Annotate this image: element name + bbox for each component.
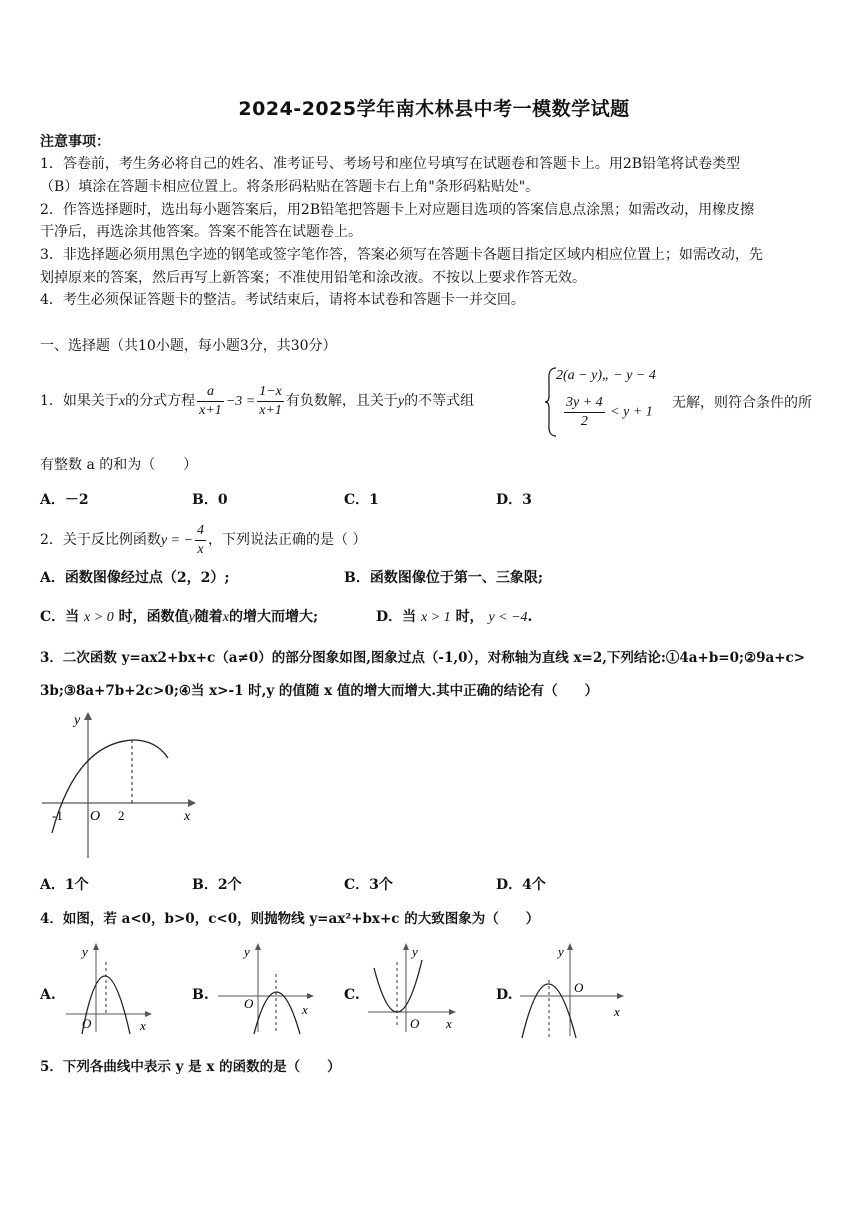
option-d-label: D. — [496, 987, 513, 1003]
x-label: x — [184, 809, 191, 824]
question-3-line2: 3b;③8a+7b+2c>0;④当 x>-1 时,y 的值随 x 值的增大而增大.其中正确的结论有（ ） — [40, 683, 599, 699]
graph-option-d — [518, 940, 630, 1040]
question-2: 2．关于反比例函数y = − $\frac{4}{x}$ ，下列说法正确的是（ ） — [40, 522, 367, 557]
option-b: B．2个 — [192, 877, 242, 893]
option-a: A．函数图像经过点（2，2）; — [40, 570, 230, 586]
notice-line: 2．作答选择题时，选出每小题答案后，用2B铅笔把答题卡上对应题目选项的答案信息点涂黑；如需改动，用橡皮擦 — [40, 202, 755, 218]
question-3-line1: 3．二次函数 y=ax2+bx+c（a≠0）的部分图象如图,图象过点（-1,0），对称轴为直线 x=2,下列结论:①4a+b=0;②9a+c> — [40, 650, 806, 666]
option-a: A．1个 — [40, 877, 89, 893]
origin-label: O — [90, 809, 101, 824]
question-4: 4．如图，若 a<0，b>0，c<0，则抛物线 y=ax²+bx+c 的大致图象为（ ） — [40, 911, 540, 927]
notice-line: （B）填涂在答题卡相应位置上。将条形码粘贴在答题卡右上角"条形码粘贴处"。 — [40, 179, 540, 195]
minus-one-label: -1 — [52, 808, 63, 823]
svg-text:O: O — [410, 1016, 420, 1031]
graph-option-c — [366, 940, 462, 1035]
question-1-suffix: 无解，则符合条件的所 — [672, 395, 812, 411]
question-1: 1．如果关于x的分式方程 $\frac{a}{x+1}$ −3 = $\frac{1-x}{x+1}$ 有负数解，且关于y的不等式组 — [40, 383, 475, 418]
svg-text:O: O — [82, 1016, 92, 1031]
svg-text:y: y — [82, 944, 88, 959]
option-d: D．3 — [496, 492, 532, 508]
notice-line: 1．答卷前，考生务必将自己的姓名、准考证号、考场号和座位号填写在试题卷和答题卡上。用2B铅笔将试卷类型 — [40, 156, 741, 172]
svg-text:y: y — [558, 944, 564, 959]
notice-line: 4．考生必须保证答题卡的整洁。考试结束后，请将本试卷和答题卡一并交回。 — [40, 292, 525, 308]
option-c: C．3个 — [344, 877, 393, 893]
option-b-label: B. — [192, 987, 209, 1003]
two-label: 2 — [118, 808, 125, 823]
svg-text:y: y — [412, 944, 418, 959]
notice-line: 干净后，再选涂其他答案。答案不能答在试题卷上。 — [40, 224, 362, 240]
svg-text:x: x — [302, 1002, 308, 1017]
option-c-label: C. — [344, 987, 360, 1003]
y-label: y — [74, 713, 81, 728]
notice-line: 划掉原来的答案，然后再写上新答案；不准使用铅笔和涂改液。不按以上要求作答无效。 — [40, 270, 586, 286]
svg-text:O: O — [244, 996, 254, 1011]
option-a-label: A. — [40, 987, 56, 1003]
question-5: 5．下列各曲线中表示 y 是 x 的函数的是（ ） — [40, 1059, 341, 1075]
graph-option-b — [216, 940, 316, 1035]
page-title: 2024-2025学年南木林县中考一模数学试题 — [238, 98, 630, 120]
notice-line: 3．非选择题必须用黑色字迹的钢笔或签字笔作答，答案必须写在答题卡各题目指定区域内相应位置上；如需改动，先 — [40, 247, 763, 263]
system-line-1: 2(a − y)„ − y − 4 — [556, 368, 656, 383]
system-line-2: $\frac{3y + 4}{2}$ < y + 1 — [566, 395, 653, 429]
svg-text:x: x — [140, 1018, 146, 1033]
section-heading: 一、选择题（共10小题，每小题3分，共30分） — [40, 338, 337, 354]
question-1-line2: 有整数 a 的和为（ ） — [40, 457, 198, 473]
notice-heading: 注意事项： — [40, 134, 110, 150]
parabola-graph-q3 — [38, 708, 203, 863]
parabola-curve — [52, 740, 168, 833]
graph-option-a — [64, 940, 154, 1035]
option-d: D．4个 — [496, 877, 546, 893]
option-c: C．当 x > 0 时，函数值y随着x的增大而增大; — [40, 609, 319, 625]
option-c: C．1 — [344, 492, 379, 508]
svg-text:x: x — [614, 1004, 620, 1019]
option-b: B．函数图像位于第一、三象限; — [344, 570, 544, 586]
option-d: D．当 x > 1 时， y < −4. — [376, 609, 533, 625]
option-b: B．0 — [192, 492, 228, 508]
option-a: A．－2 — [40, 492, 89, 508]
svg-text:y: y — [244, 944, 250, 959]
svg-text:x: x — [446, 1016, 452, 1031]
svg-text:O: O — [574, 980, 584, 995]
